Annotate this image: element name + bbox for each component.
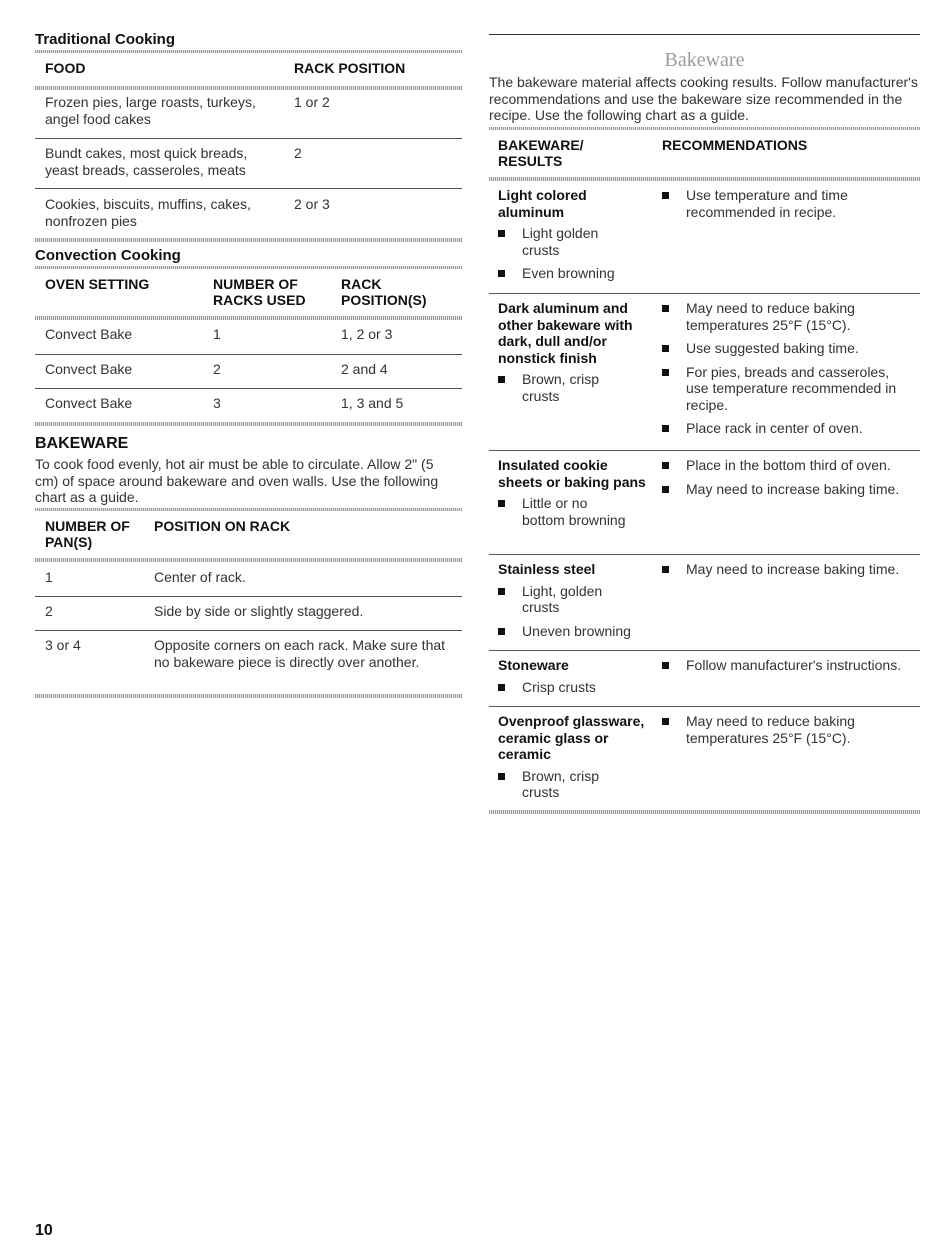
bakeware-type-name: Stoneware xyxy=(498,657,569,673)
bakeware-type-name: Stainless steel xyxy=(498,561,596,577)
traditional-cooking-title: Traditional Cooking xyxy=(35,31,176,48)
table-cell: Frozen pies, large roasts, turkeys, angel food cakes xyxy=(45,94,256,127)
recommendations-header: RECOMMENDATIONS xyxy=(662,137,808,153)
number-of-pans-header: NUMBER OF PAN(S) xyxy=(45,518,130,550)
recommendation-text: May need to reduce baking temperatures 25°F (15°C). xyxy=(686,300,855,333)
divider xyxy=(489,810,920,814)
result-text: Light, golden crusts xyxy=(522,582,603,615)
result-text: Brown, crisp crusts xyxy=(522,371,600,404)
table-cell: 1 xyxy=(213,326,221,342)
table-cell: Side by side or slightly staggered. xyxy=(154,603,364,619)
table-cell: 1 xyxy=(45,569,53,585)
recommendation-item xyxy=(662,300,917,333)
page-number: 10 xyxy=(35,1222,53,1239)
bullet-icon xyxy=(662,345,669,352)
bakeware-type-name: Light colored aluminum xyxy=(498,187,587,220)
divider xyxy=(489,177,920,181)
results-list xyxy=(498,495,648,535)
table-cell: 2 and 4 xyxy=(341,361,388,377)
result-text: Little or no bottom browning xyxy=(522,495,626,528)
row-divider xyxy=(489,450,920,451)
row-divider xyxy=(35,388,462,389)
recommendations-list xyxy=(662,187,917,227)
table-cell: Bundt cakes, most quick breads, yeast breads, casseroles, meats xyxy=(45,145,248,178)
recommendation-item xyxy=(662,481,917,498)
bullet-icon xyxy=(498,628,505,635)
table-cell: Center of rack. xyxy=(154,569,246,585)
recommendation-item xyxy=(662,457,917,474)
divider xyxy=(35,50,462,53)
divider xyxy=(35,316,462,320)
bakeware-right-intro: The bakeware material affects cooking results. Follow manufacturer's recommendations and use the bakeware size recommended in the recipe. Use the following chart as a guide. xyxy=(489,74,918,123)
bakeware-left-intro: To cook food evenly, hot air must be able to circulate. Allow 2" (5 cm) of space around bakeware and oven walls. Use the following chart as a guide. xyxy=(35,456,439,505)
bullet-icon xyxy=(662,718,669,725)
recommendations-list xyxy=(662,713,917,753)
row-divider xyxy=(489,554,920,555)
recommendation-item xyxy=(662,340,917,357)
bullet-icon xyxy=(662,369,669,376)
recommendations-list xyxy=(662,657,917,681)
bullet-icon xyxy=(498,500,505,507)
bullet-icon xyxy=(662,662,669,669)
recommendation-text: May need to increase baking time. xyxy=(686,480,900,497)
recommendation-text: May need to increase baking time. xyxy=(686,561,900,577)
table-cell: Convect Bake xyxy=(45,395,133,411)
recommendation-text: Follow manufacturer's instructions. xyxy=(686,657,902,673)
result-item xyxy=(498,265,648,282)
table-cell: Cookies, biscuits, muffins, cakes, nonfrozen pies xyxy=(45,196,251,229)
results-list xyxy=(498,583,648,647)
recommendation-item xyxy=(662,657,917,674)
row-divider xyxy=(489,706,920,707)
result-text: Crisp crusts xyxy=(522,678,596,695)
position-on-rack-header: POSITION ON RACK xyxy=(154,518,291,534)
row-divider xyxy=(489,650,920,651)
bullet-icon xyxy=(662,566,669,573)
bakeware-results-header: BAKEWARE/ RESULTS xyxy=(498,137,584,169)
divider xyxy=(489,127,920,130)
bullet-icon xyxy=(662,486,669,493)
results-list xyxy=(498,679,648,703)
result-item xyxy=(498,371,648,404)
table-cell: 1 or 2 xyxy=(294,94,330,110)
row-divider xyxy=(489,293,920,294)
result-text: Even browning xyxy=(522,265,615,281)
recommendation-item xyxy=(662,713,917,746)
bullet-icon xyxy=(498,773,505,780)
bullet-icon xyxy=(662,425,669,432)
table-cell: 2 xyxy=(213,361,221,377)
recommendation-text: May need to reduce baking temperatures 25°F (15°C). xyxy=(686,713,855,746)
results-list xyxy=(498,371,648,411)
table-cell: 2 xyxy=(294,145,302,161)
bullet-icon xyxy=(498,588,505,595)
divider xyxy=(35,558,462,562)
table-cell: 2 xyxy=(45,603,53,619)
food-header: FOOD xyxy=(45,60,86,76)
result-item xyxy=(498,495,648,528)
divider xyxy=(35,238,462,242)
recommendation-text: Use temperature and time recommended in recipe. xyxy=(686,187,848,220)
convection-cooking-title: Convection Cooking xyxy=(35,247,181,264)
table-cell: Convect Bake xyxy=(45,326,133,342)
recommendations-list xyxy=(662,561,917,585)
result-text: Light golden crusts xyxy=(522,225,599,258)
result-text: Uneven browning xyxy=(522,622,631,639)
bullet-icon xyxy=(662,305,669,312)
bakeware-type-name: Insulated cookie sheets or baking pans xyxy=(498,457,646,490)
table-cell: 3 xyxy=(213,395,221,411)
divider xyxy=(35,694,462,698)
divider xyxy=(35,508,462,511)
bullet-icon xyxy=(662,462,669,469)
bakeware-type-name: Ovenproof glassware, ceramic glass or ceramic xyxy=(498,713,645,762)
bullet-icon xyxy=(662,192,669,199)
bakeware-left-title: BAKEWARE xyxy=(35,435,129,452)
bullet-icon xyxy=(498,230,505,237)
row-divider xyxy=(35,138,462,139)
result-item xyxy=(498,623,648,640)
recommendation-text: Place rack in center of oven. xyxy=(686,420,863,436)
result-item xyxy=(498,679,648,696)
table-cell: Convect Bake xyxy=(45,361,133,377)
bullet-icon xyxy=(498,684,505,691)
result-text: Brown, crisp crusts xyxy=(522,767,600,800)
recommendation-text: Place in the bottom third of oven. xyxy=(686,457,891,473)
result-item xyxy=(498,768,648,801)
recommendation-item xyxy=(662,561,917,578)
recommendation-text: Use suggested baking time. xyxy=(686,340,859,356)
divider xyxy=(35,422,462,426)
row-divider xyxy=(35,354,462,355)
table-cell: 2 or 3 xyxy=(294,196,330,212)
results-list xyxy=(498,768,648,808)
table-cell: 3 or 4 xyxy=(45,637,81,653)
recommendations-list xyxy=(662,457,917,504)
bakeware-type-name: Dark aluminum and other bakeware with dark, dull and/or nonstick finish xyxy=(498,300,633,366)
recommendation-item xyxy=(662,187,917,220)
results-list xyxy=(498,225,648,289)
rack-positions-header: RACK POSITION(S) xyxy=(341,276,427,308)
row-divider xyxy=(35,630,462,631)
result-item xyxy=(498,225,648,258)
table-cell: Opposite corners on each rack. Make sure that no bakeware piece is directly over another. xyxy=(154,637,446,670)
table-cell: 1, 2 or 3 xyxy=(341,326,393,342)
divider xyxy=(35,86,462,90)
table-cell: 1, 3 and 5 xyxy=(341,395,404,411)
bakeware-right-title: Bakeware xyxy=(664,49,745,71)
oven-setting-header: OVEN SETTING xyxy=(45,276,150,292)
bullet-icon xyxy=(498,376,505,383)
result-item xyxy=(498,583,648,616)
bullet-icon xyxy=(498,270,505,277)
recommendation-item xyxy=(662,364,917,414)
row-divider xyxy=(35,596,462,597)
rack-position-header: RACK POSITION xyxy=(294,60,406,76)
recommendation-text: For pies, breads and casseroles, use temperature recommended in recipe. xyxy=(686,363,897,413)
divider xyxy=(35,266,462,269)
recommendation-item xyxy=(662,420,917,437)
racks-used-header: NUMBER OF RACKS USED xyxy=(213,276,306,308)
row-divider xyxy=(35,188,462,189)
recommendations-list xyxy=(662,300,917,444)
top-rule xyxy=(489,34,920,35)
